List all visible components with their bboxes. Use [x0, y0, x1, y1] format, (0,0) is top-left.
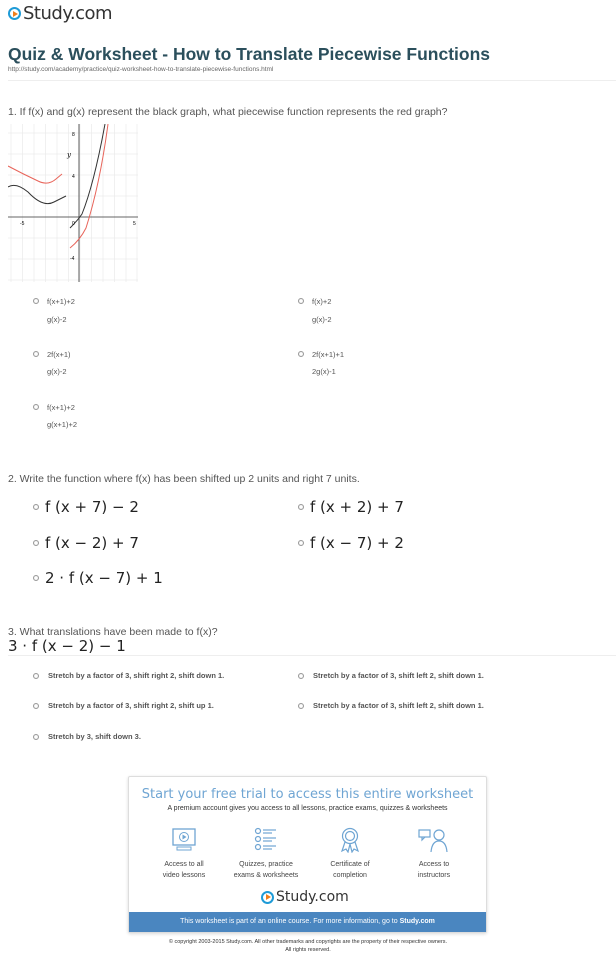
- rights-reserved: All rights reserved.: [285, 947, 331, 953]
- feature-instructors: [389, 827, 479, 881]
- feature-label: video lessons: [162, 872, 206, 879]
- radio-button[interactable]: [298, 540, 304, 546]
- logo-text: Study.com: [23, 3, 113, 24]
- page-url: http://study.com/academy/practice/quiz-worksheet-how-to-translate-piecewise-functions.html: [8, 66, 274, 73]
- divider: [8, 655, 616, 656]
- question-3: 3. What translations have been made to f(x)?: [8, 626, 218, 638]
- tick-label: 5: [133, 221, 136, 227]
- q1-graph: [8, 124, 138, 282]
- feature-certificate: [305, 827, 395, 881]
- feature-label: completion: [333, 872, 367, 879]
- option-line: 2f(x+1): [47, 350, 71, 359]
- option-text: f (x + 2) + 7: [310, 498, 404, 516]
- tick-label: -4: [70, 256, 75, 262]
- option-line: f(x+1)+2: [47, 297, 75, 306]
- radio-button[interactable]: [33, 673, 39, 679]
- q3-expression: 3 · f (x − 2) − 1: [8, 637, 126, 655]
- option-line: g(x)-2: [47, 315, 67, 324]
- tick-label: -5: [20, 221, 25, 227]
- feature-quizzes: [221, 827, 311, 881]
- promo-headline[interactable]: Start your free trial to access this entire worksheet: [141, 787, 474, 802]
- radio-button[interactable]: [298, 703, 304, 709]
- feature-label: exams & worksheets: [233, 872, 299, 879]
- video-monitor-icon: [170, 827, 198, 853]
- radio-button[interactable]: [33, 404, 39, 410]
- radio-button[interactable]: [298, 298, 304, 304]
- study-logo[interactable]: [8, 3, 112, 24]
- option-text: f (x + 7) − 2: [45, 498, 139, 516]
- radio-button[interactable]: [33, 575, 39, 581]
- radio-button[interactable]: [33, 540, 39, 546]
- option-line: g(x+1)+2: [47, 420, 78, 429]
- divider: [8, 80, 616, 81]
- option-line: 2f(x+1)+1: [312, 350, 345, 359]
- free-trial-promo: [128, 776, 487, 933]
- option-text: Stretch by a factor of 3, shift left 2, shift down 1.: [313, 671, 484, 680]
- page-title: Quiz & Worksheet - How to Translate Piecewise Functions: [8, 44, 491, 64]
- radio-button[interactable]: [33, 703, 39, 709]
- option-line: 2g(x)-1: [312, 367, 336, 376]
- study-link[interactable]: Study.com: [399, 918, 435, 925]
- feature-label: Access to: [418, 861, 450, 868]
- question-2: 2. Write the function where f(x) has been shifted up 2 units and right 7 units.: [8, 473, 360, 485]
- radio-button[interactable]: [33, 504, 39, 510]
- feature-label: Quizzes, practice: [239, 861, 293, 868]
- y-axis-label: y: [67, 151, 71, 159]
- bar-text: This worksheet is part of an online course. For more information, go to: [180, 918, 400, 925]
- question-1: 1. If f(x) and g(x) represent the black graph, what piecewise function represents the red graph?: [8, 106, 448, 118]
- promo-subtext: A premium account gives you access to all lessons, practice exams, quizzes & worksheets: [167, 805, 448, 812]
- promo-logo[interactable]: [261, 889, 349, 905]
- radio-button[interactable]: [33, 351, 39, 357]
- radio-button[interactable]: [298, 673, 304, 679]
- option-text: f (x − 2) + 7: [45, 534, 139, 552]
- feature-label: instructors: [417, 872, 451, 879]
- feature-label: Access to all: [164, 861, 204, 868]
- option-text: Stretch by a factor of 3, shift right 2, shift up 1.: [48, 701, 214, 710]
- instructor-chat-icon: [418, 827, 450, 853]
- option-text: Stretch by a factor of 3, shift left 2, shift down 1.: [313, 701, 484, 710]
- logo-text: Study.com: [276, 889, 349, 905]
- option-text: f (x − 7) + 2: [310, 534, 404, 552]
- feature-label: Certificate of: [330, 861, 370, 868]
- tick-label: 4: [72, 174, 75, 180]
- option-text: Stretch by 3, shift down 3.: [48, 732, 141, 741]
- feature-video-lessons: [139, 827, 229, 881]
- radio-button[interactable]: [298, 504, 304, 510]
- option-line: f(x)+2: [312, 297, 332, 306]
- play-icon: [8, 7, 21, 20]
- radio-button[interactable]: [33, 734, 39, 740]
- course-info-bar: [129, 912, 486, 932]
- radio-button[interactable]: [298, 351, 304, 357]
- tick-label: 8: [72, 132, 75, 138]
- checklist-icon: [252, 827, 280, 853]
- copyright: © copyright 2003-2015 Study.com. All other trademarks and copyrights are the property of their respective owners.: [168, 939, 448, 945]
- option-text: 2 · f (x − 7) + 1: [45, 569, 163, 587]
- tick-label: 0: [72, 221, 75, 227]
- option-line: g(x)-2: [47, 367, 67, 376]
- option-line: f(x+1)+2: [47, 403, 75, 412]
- certificate-ribbon-icon: [336, 827, 364, 853]
- play-icon: [261, 891, 274, 904]
- option-line: g(x)-2: [312, 315, 332, 324]
- radio-button[interactable]: [33, 298, 39, 304]
- option-text: Stretch by a factor of 3, shift right 2, shift down 1.: [48, 671, 225, 680]
